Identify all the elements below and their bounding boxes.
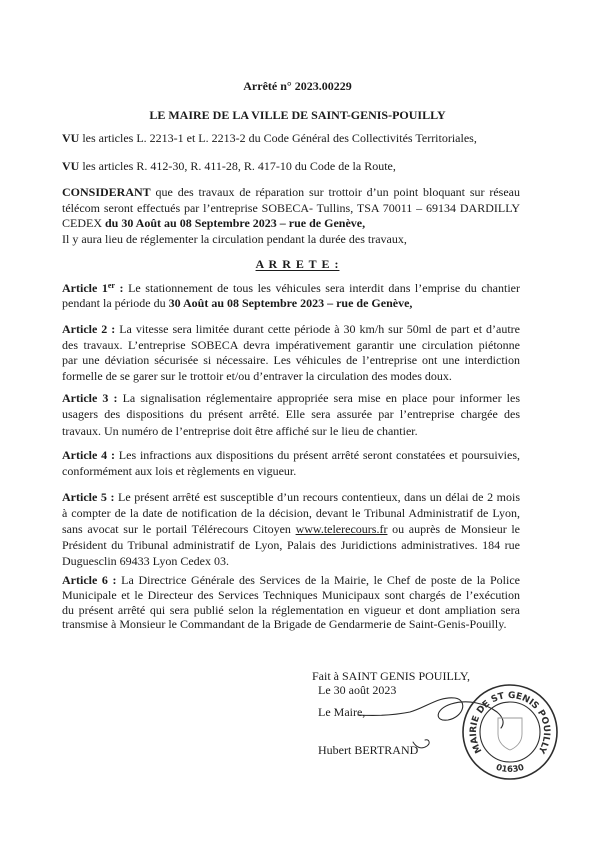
telerecours-link[interactable]: www.telerecours.fr [295, 522, 388, 536]
considerant-text: que des travaux de réparation sur trottoir d’un point bloquant sur réseau [150, 185, 520, 199]
article-5-line-2: à compter de la date de notification de la décision, devant le Tribunal Administratif de Lyon, [62, 506, 520, 520]
signatory-name: Hubert BERTRAND [318, 743, 419, 757]
article-6-text: La Directrice Générale des Services de la Mairie, le Chef de poste de la Police [116, 573, 520, 587]
considerant-clause [62, 185, 520, 248]
article-2-label: Article 2 : [62, 322, 116, 336]
considerant-line-3 [62, 216, 520, 232]
article-6-line-2: Municipale et le Directeur des Services Techniques Municipaux sont chargés de l’exécution [62, 587, 520, 602]
article-5 [62, 489, 520, 569]
article-5-line-1 [62, 489, 520, 505]
article-2 [62, 322, 520, 385]
article-4-text: Les infractions aux dispositions du présent arrêté seront constatées et poursuivies, [114, 448, 520, 462]
signatory-role: Le Maire, [318, 705, 366, 719]
article-3-line-3: travaux. Un numéro de l’entreprise doit être affiché sur le lieu de chantier. [62, 423, 418, 438]
article-6 [62, 573, 520, 632]
stamp-inner-ring [480, 702, 540, 762]
article-1-text: Le stationnement de tous les véhicules sera interdit dans l’emprise du chantier [123, 281, 520, 295]
considerant-line-2: télécom seront effectués par l’entreprise SOBECA- Tullins, TSA 70011 – 69134 DARDILLY [62, 200, 520, 215]
article-5-line-3 [62, 521, 520, 537]
issuing-authority-heading: LE MAIRE DE LA VILLE DE SAINT-GENIS-POUILLY [149, 108, 446, 122]
article-5-text: ou auprès de Monsieur le [387, 522, 520, 536]
article-5-label: Article 5 : [62, 490, 115, 504]
article-4-line-2: conformément aux lois et règlements en vigueur. [62, 463, 297, 478]
article-4-line-1 [62, 448, 520, 464]
considerant-line-1 [62, 185, 520, 201]
article-3-label: Article 3 : [62, 391, 118, 405]
considerant-text: CEDEX [62, 216, 105, 231]
article-5-line-4: Président du Tribunal administratif de Lyon, Palais des Juridictions administratives. 184 rue [62, 538, 520, 552]
article-2-line-4: formelle de se garer sur le trottoir et/ou d’entraver la circulation des modes doux. [62, 369, 452, 384]
article-1-label: Article 1 [62, 281, 108, 295]
vu-text: les articles L. 2213-1 et L. 2213-2 du Code Général des Collectivités Territoriales, [79, 131, 477, 145]
article-6-line-1 [62, 573, 520, 588]
article-2-text: La vitesse sera limitée durant cette période à 30 km/h sur 50ml de part et d’autre [115, 322, 520, 336]
vu-text: les articles R. 412-30, R. 411-28, R. 417-10 du Code de la Route, [79, 159, 396, 173]
article-1-line-2 [62, 296, 520, 311]
article-1-label-superscript: er [107, 281, 115, 290]
signature-stroke [413, 740, 429, 748]
article-1-period-location: 30 Août au 08 Septembre 2023 – rue de Genève, [168, 296, 413, 310]
signature-date: Le 30 août 2023 [318, 683, 397, 697]
coat-of-arms-emblem [498, 718, 522, 750]
vu-label: VU [62, 131, 80, 145]
article-4 [62, 448, 520, 479]
article-3-line-2: usagers des dispositions du présent arrêté. Elle sera assurée par l’entreprise chargée des [62, 407, 520, 422]
stamp-ring-label: MAIRIE DE ST GENIS POUILLY [468, 690, 552, 755]
article-6-line-4: transmise à Monsieur le Commandant de la Brigade de Gendarmerie de Saint-Genis-Pouilly. [62, 617, 507, 632]
article-1 [62, 281, 520, 311]
decree-number-title: Arrêté n° 2023.00229 [243, 79, 352, 93]
vu-clause-line [62, 159, 520, 175]
article-2-line-3: par une déviation sécurisée si nécessaire. Les véhicules de l’entreprise ont une interdiction [62, 353, 520, 368]
article-5-text: Le présent arrêté est susceptible d’un recours contentieux, dans un délai de 2 mois [114, 490, 520, 504]
considerant-label: CONSIDERANT [62, 185, 151, 199]
article-5-text: sans avocat sur le portail Télérecours Citoyen [62, 522, 296, 536]
signature-place: Fait à SAINT GENIS POUILLY, [312, 669, 471, 683]
article-3-line-1 [62, 390, 520, 406]
vu-clause-1 [62, 131, 520, 147]
article-3 [62, 390, 520, 439]
article-6-label: Article 6 : [62, 573, 117, 587]
article-1-line-1 [62, 281, 520, 296]
article-5-line-5: Duguesclin 69433 Lyon Cedex 03. [62, 554, 229, 568]
stamp-postcode: 01630 [494, 762, 526, 776]
article-6-line-3: du présent arrêté qui sera publié selon la réglementation en vigueur et dont ampliation sera [62, 602, 520, 617]
considerant-period-location: du 30 Août au 08 Septembre 2023 – rue de Genève, [105, 216, 366, 231]
decision-heading-wrap [0, 256, 595, 272]
considerant-line-4: Il y aura lieu de réglementer la circulation pendant la durée des travaux, [62, 232, 407, 247]
article-3-text: La signalisation réglementaire appropriée sera mise en place pour informer les [117, 391, 521, 405]
article-4-label: Article 4 : [62, 448, 115, 462]
vu-clause-line [62, 131, 520, 147]
vu-label: VU [62, 159, 80, 173]
stamp-postcode-text [495, 763, 526, 775]
article-1-text: pendant la période du [62, 296, 169, 310]
vu-clause-2 [62, 159, 520, 175]
article-2-line-2: des travaux. L’entreprise SOBECA devra impérativement garantir une circulation piétonne [62, 337, 520, 352]
decision-heading: A R R E T E : [255, 257, 340, 271]
mairie-stamp [458, 680, 562, 784]
article-2-line-1 [62, 322, 520, 338]
article-1-label-colon: : [114, 281, 124, 295]
